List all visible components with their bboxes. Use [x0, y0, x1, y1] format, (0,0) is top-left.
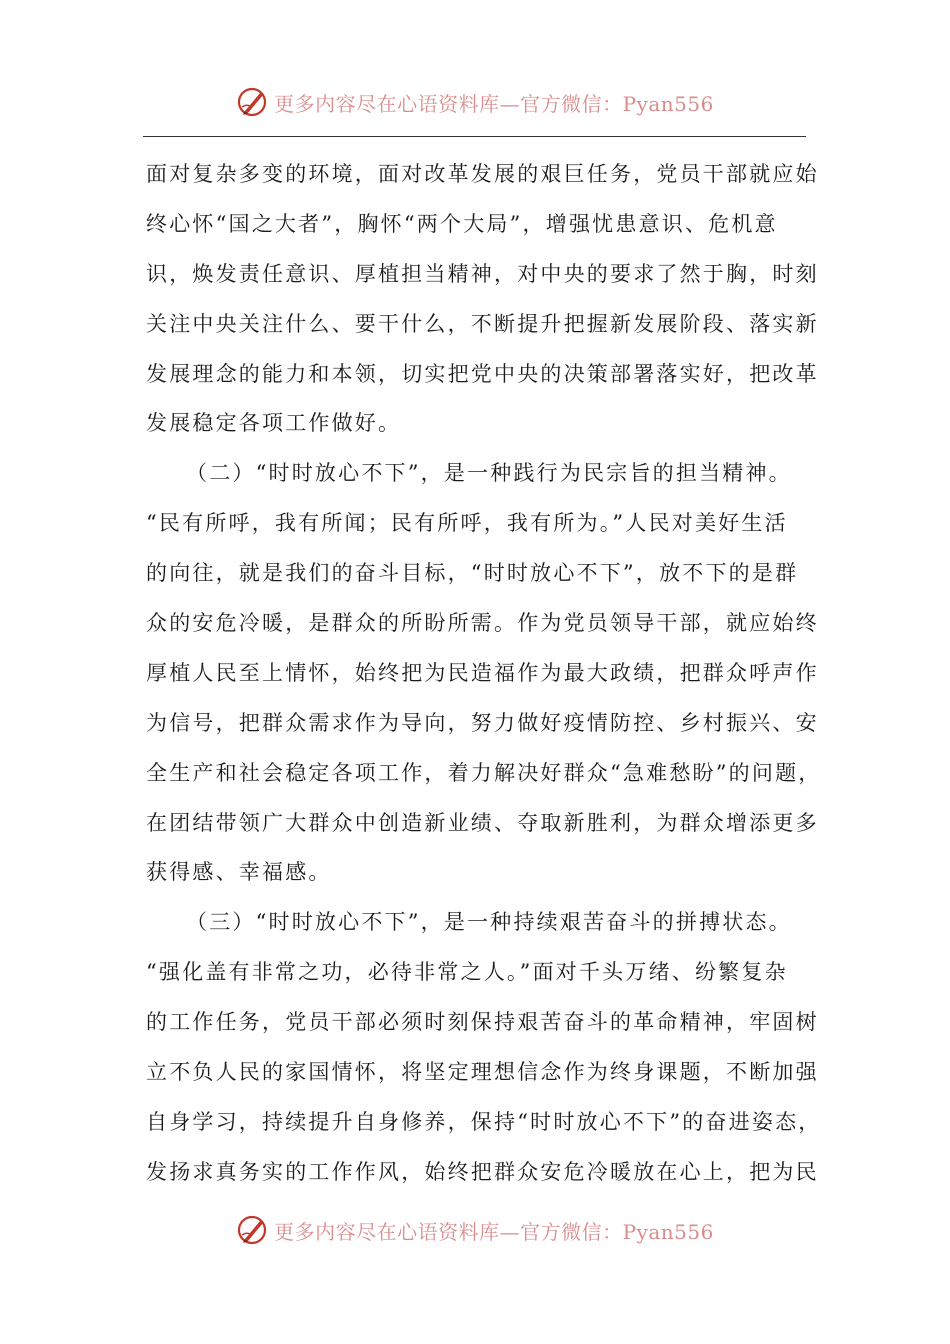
text-line: 众的安危冷暖，是群众的所盼所需。作为党员领导干部，就应始终	[146, 611, 819, 636]
text-line: 立不负人民的家国情怀，将坚定理想信念作为终身课题，不断加强	[146, 1060, 819, 1085]
text-line: 在团结带领广大群众中创造新业绩、夺取新胜利，为群众增添更多	[146, 810, 819, 835]
text-line: “民有所呼，我有所闻；民有所呼，我有所为。”人民对美好生活	[146, 511, 788, 536]
text-line: 识，焕发责任意识、厚植担当精神，对中央的要求了然于胸，时刻	[146, 261, 819, 286]
text-line: 发展稳定各项工作做好。	[146, 411, 402, 436]
text-line: 的工作任务，党员干部必须时刻保持艰苦奋斗的革命精神，牢固树	[146, 1010, 819, 1035]
text-line: “强化盖有非常之功，必待非常之人。”面对千头万绪、纷繁复杂	[146, 960, 788, 985]
footer-banner-text: 更多内容尽在心语资料库—官方微信：Pyan556	[274, 1219, 714, 1244]
text-line: 为信号，把群众需求作为导向，努力做好疫情防控、乡村振兴、安	[146, 710, 819, 735]
text-line: （二）“时时放心不下”，是一种践行为民宗旨的担当精神。	[186, 461, 792, 486]
text-line: 发展理念的能力和本领，切实把党中央的决策部署落实好，把改革	[146, 361, 819, 386]
document-body	[146, 150, 822, 1198]
text-line: 获得感、幸福感。	[146, 860, 332, 885]
footer-banner	[0, 1210, 950, 1250]
header-banner	[0, 82, 950, 122]
text-line: 的向往，就是我们的奋斗目标，“时时放心不下”，放不下的是群	[146, 561, 799, 586]
text-line: 面对复杂多变的环境，面对改革发展的艰巨任务，党员干部就应始	[146, 162, 819, 186]
pen-circle-logo-icon	[236, 85, 270, 119]
text-line: 全生产和社会稳定各项工作，着力解决好群众“急难愁盼”的问题，	[146, 760, 822, 785]
text-line: 厚植人民至上情怀，始终把为民造福作为最大政绩，把群众呼声作	[146, 660, 819, 685]
text-line: 自身学习，持续提升自身修养，保持“时时放心不下”的奋进姿态，	[146, 1109, 822, 1134]
pen-circle-logo-icon	[236, 1213, 270, 1247]
text-line: 终心怀“国之大者”，胸怀“两个大局”，增强忧患意识、危机意	[146, 211, 778, 236]
header-banner-text: 更多内容尽在心语资料库—官方微信：Pyan556	[274, 91, 714, 116]
text-line: 发扬求真务实的工作作风，始终把群众安危冷暖放在心上，把为民	[146, 1159, 819, 1184]
header-divider	[143, 136, 806, 137]
text-line: 关注中央关注什么、要干什么，不断提升把握新发展阶段、落实新	[146, 311, 819, 336]
text-line: （三）“时时放心不下”，是一种持续艰苦奋斗的拼搏状态。	[186, 910, 792, 935]
